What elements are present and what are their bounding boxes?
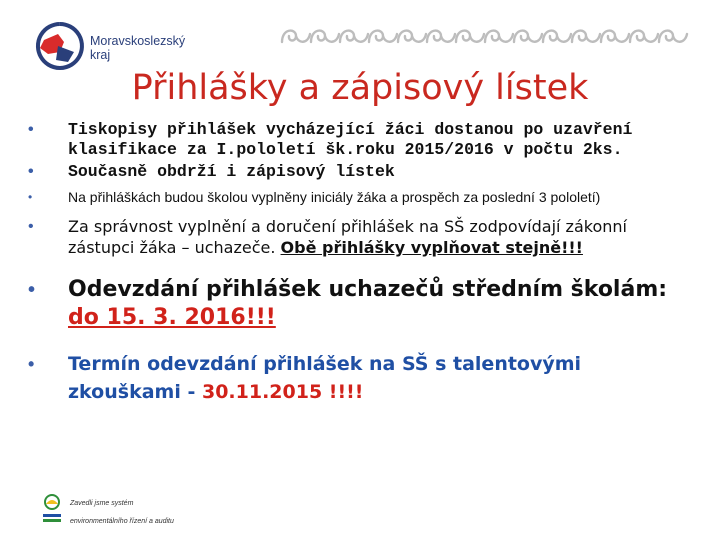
logo-line-2: kraj (90, 48, 111, 62)
bullet-list (26, 120, 690, 406)
bullet-item-zapisovy-listek (26, 162, 690, 182)
logo-line-1: Moravskoslezský (90, 34, 186, 48)
wave-ornament-segment (514, 31, 542, 42)
bullet-item-talentove-zkousky (26, 350, 690, 406)
deadline-date: 30.11.2015 !!!! (201, 381, 364, 403)
bullet-marker: • (28, 218, 34, 235)
wave-ornament-segment (398, 31, 426, 42)
moravskoslezsky-kraj-emblem-icon (34, 22, 86, 70)
bullet-item-odevzdani (26, 276, 690, 332)
bullet-text: Tiskopisy přihlášek vycházející žáci dostanou po uzavření klasifikace za I.pololetí šk.roku 2015/2016 v počtu 2ks. (68, 120, 633, 159)
wave-ornament-segment (456, 31, 484, 42)
region-logo (34, 22, 214, 70)
bullet-text: Na přihláškách budou školou vyplněny iniciály žáka a prospěch za poslední 3 pololetí) (68, 189, 601, 205)
emas-eco-logo-icon (40, 492, 64, 526)
footer-line-2: environmentálního řízení a auditu (70, 518, 174, 525)
bullet-text: Odevzdání přihlášek uchazečů středním školám: (68, 277, 668, 302)
bullet-marker: • (28, 121, 34, 138)
footer-line-1: Zavedli jsme systém (70, 500, 134, 507)
wave-ornament-segment (630, 31, 658, 42)
footer-emas (40, 492, 240, 532)
wave-ornament-segment (369, 31, 397, 42)
wave-ornament-segment (282, 31, 310, 42)
bullet-text: Současně obdrží i zápisový lístek (68, 162, 395, 181)
wave-ornament-segment (485, 31, 513, 42)
emphasis-text: Obě přihlášky vyplňovat stejně!!! (280, 238, 583, 257)
wave-ornament-segment (311, 31, 339, 42)
bullet-item-tiskopisy (26, 120, 690, 160)
bullet-text: Za správnost vyplnění a doručení přihlášek na SŠ zodpovídají zákonní zástupci žáka – uchazeče. (68, 217, 627, 257)
wave-ornament-icon (276, 20, 696, 50)
bullet-marker: • (28, 279, 36, 301)
bullet-item-inicialy (26, 188, 690, 206)
wave-ornament-segment (340, 31, 368, 42)
wave-ornament-segment (572, 31, 600, 42)
wave-ornament-segment (427, 31, 455, 42)
bullet-marker: • (28, 354, 35, 374)
wave-ornament-segment (543, 31, 571, 42)
bullet-text: Termín odevzdání přihlášek na SŠ s talentovými zkouškami - (68, 353, 582, 403)
slide-title: Přihlášky a zápisový lístek (131, 68, 589, 108)
bullet-marker: • (28, 163, 34, 180)
bullet-marker: • (28, 190, 33, 204)
wave-ornament-segment (659, 31, 687, 42)
bullet-item-spravnost (26, 216, 690, 258)
deadline-date: do 15. 3. 2016!!! (68, 305, 276, 330)
wave-ornament-segment (601, 31, 629, 42)
